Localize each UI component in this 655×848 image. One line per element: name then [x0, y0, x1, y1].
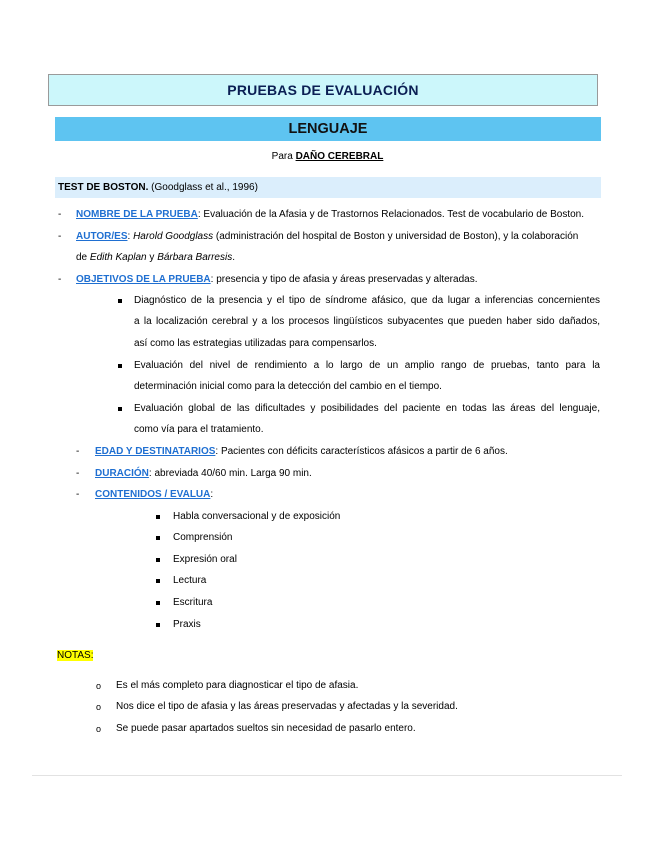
contenido-item: Escritura — [173, 597, 213, 608]
test-name: TEST DE BOSTON. — [58, 182, 149, 193]
square-bullet-icon — [156, 601, 160, 605]
contenidos-text: : — [210, 489, 214, 500]
contenido-item: Expresión oral — [173, 554, 237, 565]
objetivos-text: : presencia y tipo de afasia y áreas preservadas y alteradas. — [210, 274, 478, 285]
page-title — [48, 74, 598, 106]
square-bullet-icon — [118, 407, 122, 411]
contenido-item: Habla conversacional y de exposición — [173, 511, 341, 522]
objetivo-2-line-2: determinación inicial como para la detección del cambio en el tiempo. — [134, 381, 442, 392]
nota-item: Nos dice el tipo de afasia y las áreas preservadas y afectadas y la severidad. — [116, 701, 458, 712]
dash-marker: - — [58, 274, 62, 285]
autor-text-4: . — [232, 252, 235, 263]
edad-line — [95, 445, 508, 459]
target-name: DAÑO CEREBRAL — [295, 151, 384, 162]
objetivo-3-line-2: como vía para el tratamiento. — [134, 424, 264, 435]
notas-label: NOTAS: — [57, 650, 94, 661]
dash-marker: - — [76, 446, 80, 457]
objetivo-1-line-1: Diagnóstico de la presencia y el tipo de síndrome afásico, que da lugar a inferencias concernientes — [134, 295, 600, 306]
autor-text-3: y — [146, 252, 158, 263]
dash-marker: - — [76, 468, 80, 479]
target-line — [0, 150, 655, 164]
autor-name-1: Harold Goodglass — [133, 231, 214, 242]
edad-text: : Pacientes con déficits característicos afásicos a partir de 6 años. — [215, 446, 508, 457]
autor-name-3: Bárbara Barresis — [157, 252, 233, 263]
autor-line-1 — [76, 230, 578, 244]
nombre-text: : Evaluación de la Afasia y de Trastornos Relacionados. Test de vocabulario de Boston. — [197, 209, 585, 220]
nombre-line — [76, 208, 584, 222]
circle-bullet-icon: o — [96, 681, 102, 691]
page-title-text: PRUEBAS DE EVALUACIÓN — [227, 82, 419, 98]
contenidos-line — [95, 488, 213, 502]
objetivo-3-line-1: Evaluación global de las dificultades y posibilidades del paciente en todas las áreas del lenguaje, — [134, 403, 600, 414]
test-reference: (Goodglass et al., 1996) — [151, 182, 258, 193]
dash-marker: - — [58, 231, 62, 242]
square-bullet-icon — [118, 299, 122, 303]
duracion-line — [95, 467, 312, 481]
contenido-item: Comprensión — [173, 532, 233, 543]
dash-marker: - — [76, 489, 80, 500]
edad-label: EDAD Y DESTINATARIOS — [95, 446, 216, 457]
nota-item: Se puede pasar apartados sueltos sin necesidad de pasarlo entero. — [116, 723, 416, 734]
autor-line-2 — [76, 251, 235, 265]
section-title — [55, 117, 601, 141]
square-bullet-icon — [118, 364, 122, 368]
target-prefix: Para — [271, 151, 293, 162]
square-bullet-icon — [156, 579, 160, 583]
footer-divider — [32, 775, 622, 776]
objetivos-line — [76, 273, 477, 287]
nota-item: Es el más completo para diagnosticar el tipo de afasia. — [116, 680, 359, 691]
square-bullet-icon — [156, 536, 160, 540]
duracion-text: : abreviada 40/60 min. Larga 90 min. — [148, 468, 312, 479]
nombre-label: NOMBRE DE LA PRUEBA — [76, 209, 198, 220]
section-title-text: LENGUAJE — [288, 121, 368, 137]
autor-text-2: de — [76, 252, 90, 263]
contenidos-label: CONTENIDOS / EVALUA — [95, 489, 211, 500]
objetivo-1-line-3: así como las estrategias utilizadas para compensarlos. — [134, 338, 377, 349]
objetivo-2-line-1: Evaluación del nivel de rendimiento a lo largo de un amplio rango de pruebas, tanto para la — [134, 360, 600, 371]
square-bullet-icon — [156, 515, 160, 519]
contenido-item: Praxis — [173, 619, 201, 630]
square-bullet-icon — [156, 623, 160, 627]
circle-bullet-icon: o — [96, 724, 102, 734]
autor-label: AUTOR/ES — [76, 231, 128, 242]
duracion-label: DURACIÓN — [95, 468, 149, 479]
test-header — [55, 177, 601, 198]
autor-name-2: Edith Kaplan — [89, 252, 147, 263]
objetivos-label: OBJETIVOS DE LA PRUEBA — [76, 274, 211, 285]
circle-bullet-icon: o — [96, 702, 102, 712]
autor-text-1: (administración del hospital de Boston y universidad de Boston), y la colaboración — [213, 231, 579, 242]
dash-marker: - — [58, 209, 62, 220]
contenido-item: Lectura — [173, 575, 207, 586]
autor-sep: : — [127, 231, 134, 242]
square-bullet-icon — [156, 558, 160, 562]
objetivo-1-line-2: a la localización cerebral y a los procesos lingüísticos subyacentes que pueden haber sido dañados, — [134, 316, 600, 327]
notas-heading — [57, 649, 93, 663]
